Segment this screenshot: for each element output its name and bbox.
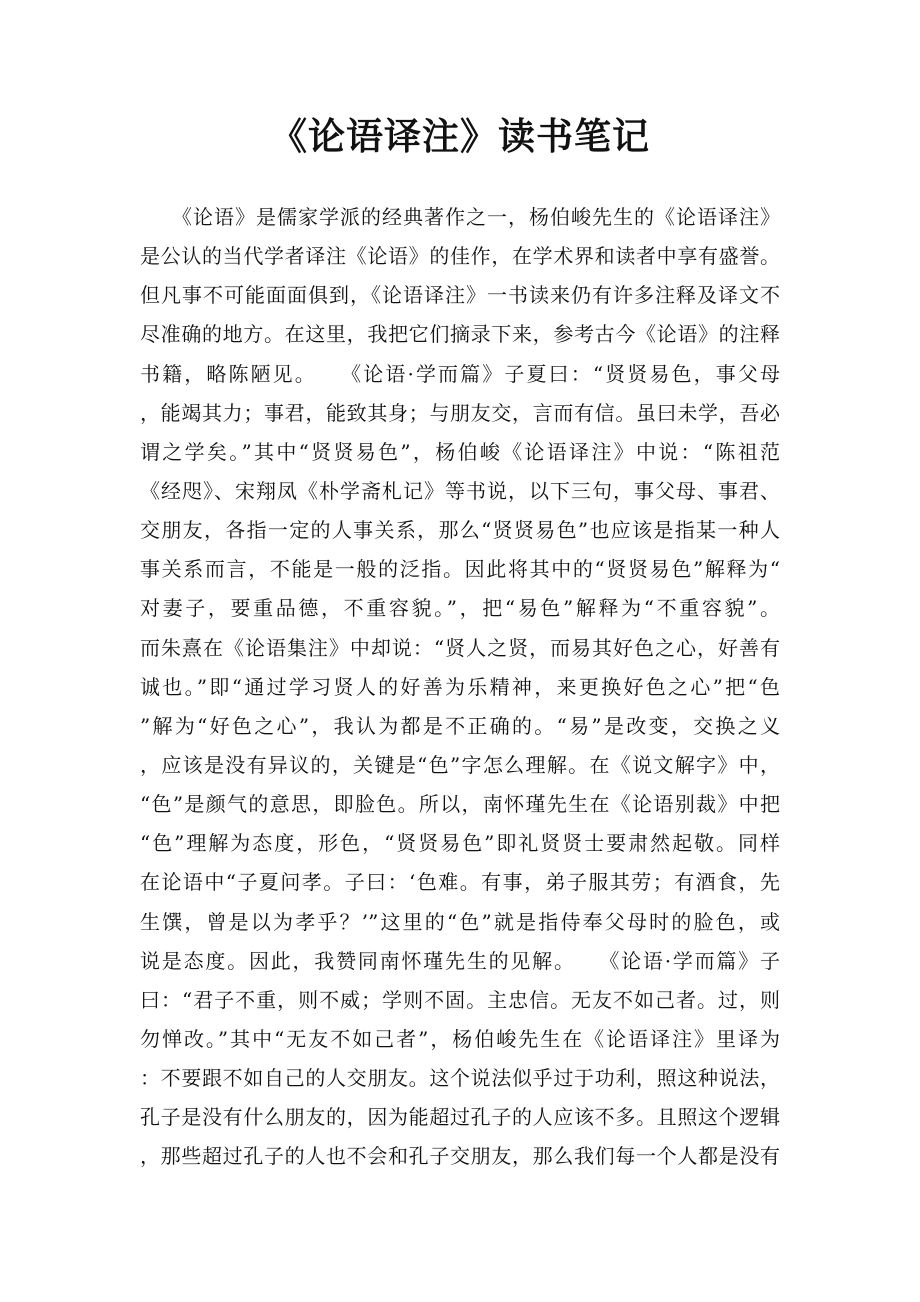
document-body — [140, 198, 780, 1177]
body-line: 书籍，略陈陋见。 《论语·学而篇》子夏曰：“贤贤易色，事父母 — [140, 361, 780, 386]
body-line: 诚也。”即“通过学习贤人的好善为乐精神，来更换好色之心”把“色 — [140, 674, 780, 699]
body-line: 《经咫》、宋翔凤《朴学斋札记》等书说，以下三句，事父母、事君、 — [140, 478, 780, 503]
body-line: ，应该是没有异议的，关键是“色”字怎么理解。在《说文解字》中， — [140, 752, 780, 777]
body-line: 对妻子，要重品德，不重容貌。”，把“易色”解释为“不重容貌”。 — [140, 596, 780, 621]
body-line: 说是态度。因此，我赞同南怀瑾先生的见解。 《论语·学而篇》子 — [140, 948, 780, 973]
body-line: 事关系而言，不能是一般的泛指。因此将其中的“贤贤易色”解释为“ — [140, 557, 780, 582]
body-line: 曰：“君子不重，则不威；学则不固。主忠信。无友不如己者。过，则 — [140, 987, 780, 1012]
body-line: 交朋友，各指一定的人事关系，那么“贤贤易色”也应该是指某一种人 — [140, 518, 780, 543]
body-line: ”解为“好色之心”，我认为都是不正确的。“易”是改变，交换之义 — [140, 713, 780, 738]
document-title: 《论语译注》读书笔记 — [270, 114, 650, 158]
body-line: ：不要跟不如自己的人交朋友。这个说法似乎过于功利，照这种说法， — [140, 1066, 780, 1091]
body-line: ，能竭其力；事君，能致其身；与朋友交，言而有信。虽曰未学，吾必 — [140, 400, 780, 425]
body-line: ，那些超过孔子的人也不会和孔子交朋友，那么我们每一个人都是没有 — [140, 1144, 780, 1169]
body-line: 但凡事不可能面面俱到，《论语译注》一书读来仍有许多注释及译文不 — [140, 283, 780, 308]
body-line: “色”理解为态度，形色，“贤贤易色”即礼贤贤士要肃然起敬。同样 — [140, 831, 780, 856]
body-line: 而朱熹在《论语集注》中却说：“贤人之贤，而易其好色之心，好善有 — [140, 635, 780, 660]
body-line: 生馔，曾是以为孝乎？’”这里的“色”就是指侍奉父母时的脸色，或 — [140, 909, 780, 934]
body-line: 孔子是没有什么朋友的，因为能超过孔子的人应该不多。且照这个逻辑 — [140, 1105, 780, 1130]
body-line: 在论语中“子夏问孝。子曰：‘色难。有事，弟子服其劳；有酒食，先 — [140, 870, 780, 895]
body-line: “色”是颜气的意思，即脸色。所以，南怀瑾先生在《论语别裁》中把 — [140, 792, 780, 817]
body-line: 是公认的当代学者译注《论语》的佳作，在学术界和读者中享有盛誉。 — [140, 244, 780, 269]
body-line: 谓之学矣。”其中“贤贤易色”，杨伯峻《论语译注》中说：“陈祖范 — [140, 439, 780, 464]
body-line: 《论语》是儒家学派的经典著作之一，杨伯峻先生的《论语译注》 — [140, 205, 780, 229]
body-line: 尽准确的地方。在这里，我把它们摘录下来，参考古今《论语》的注释 — [140, 322, 780, 347]
body-line: 勿惮改。”其中“无友不如己者”，杨伯峻先生在《论语译注》里译为 — [140, 1026, 780, 1051]
